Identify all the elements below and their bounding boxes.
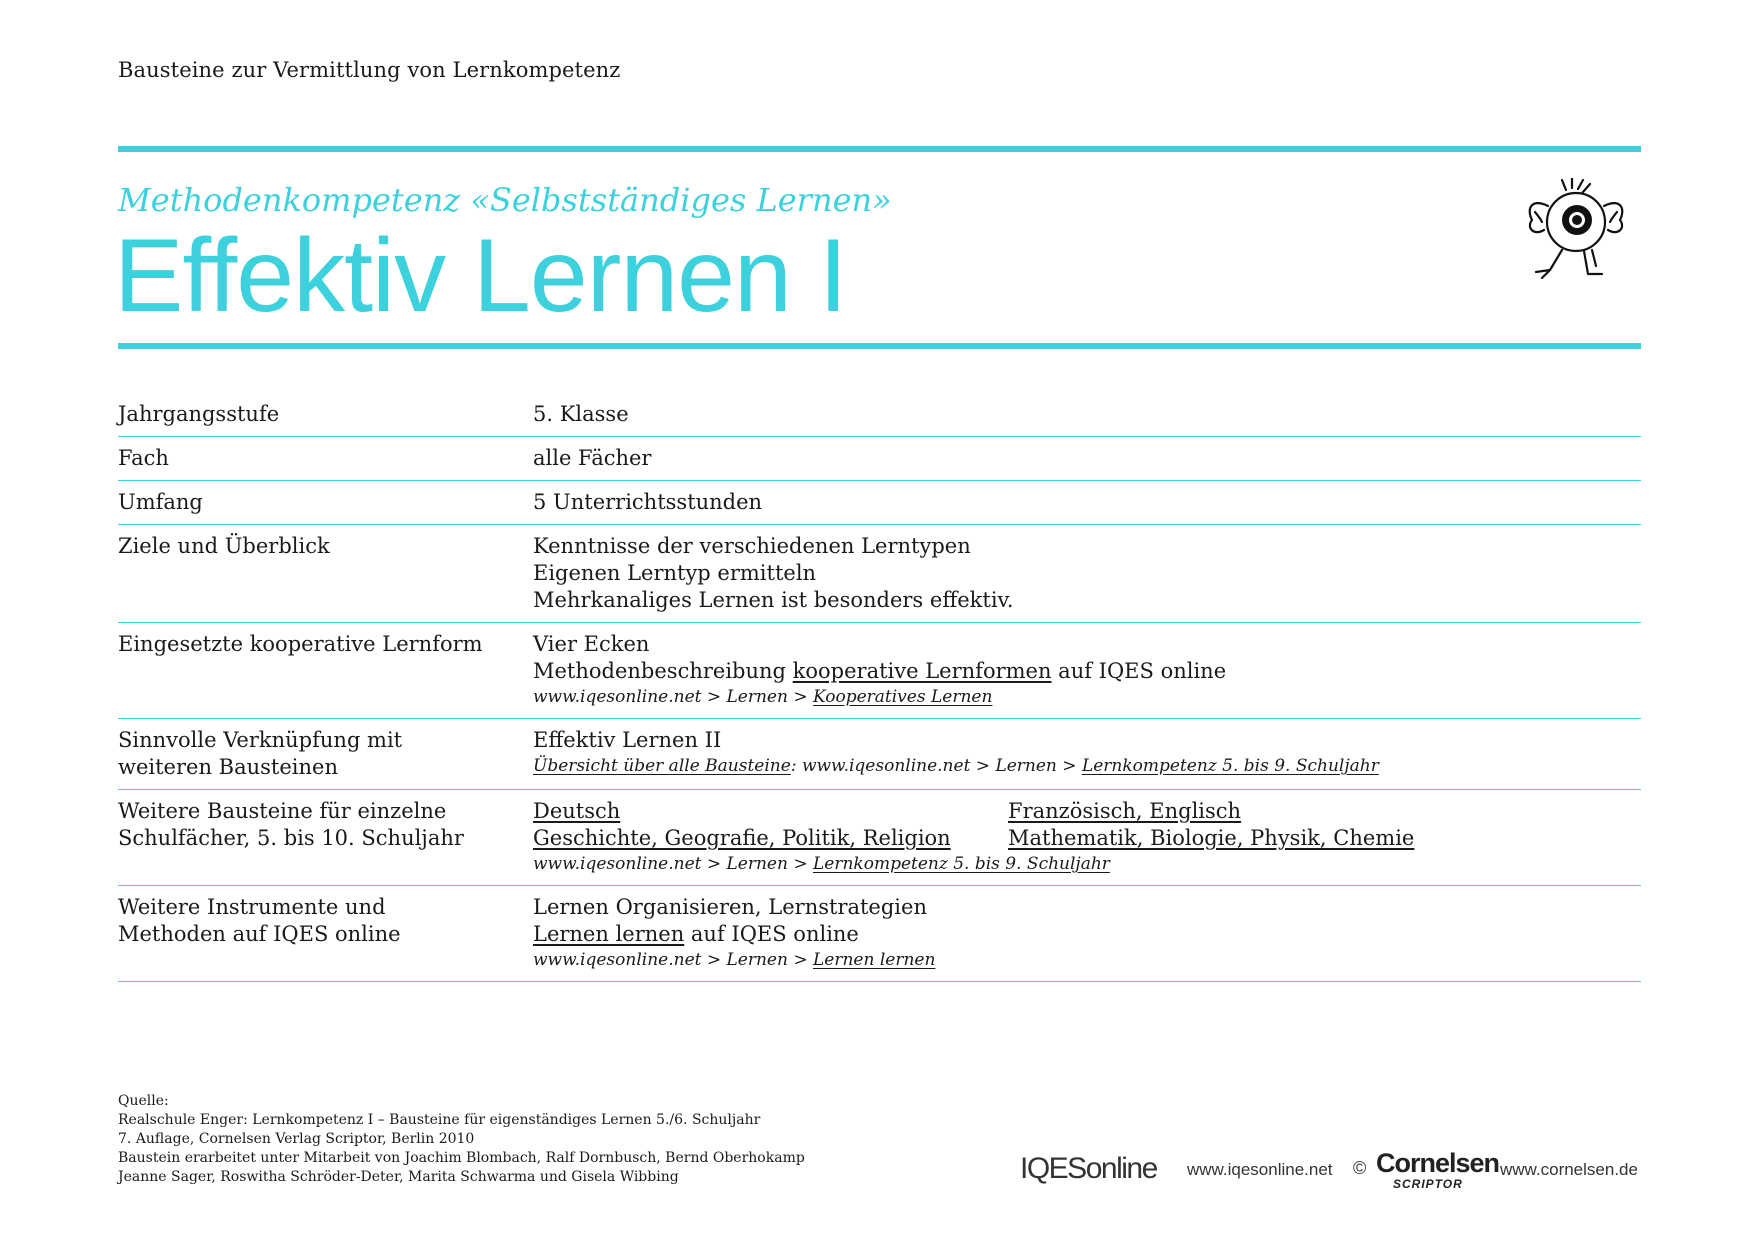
- table-row-tools: [118, 886, 1641, 982]
- subject-link-deutsch[interactable]: Deutsch: [533, 799, 621, 823]
- subjects-url: [533, 852, 1641, 877]
- logo-text: online: [1085, 1152, 1157, 1185]
- label-line: weiteren Bausteinen: [118, 755, 338, 779]
- text: auf IQES online: [684, 922, 859, 946]
- iqes-logo: [1020, 1152, 1157, 1186]
- label-line: Schulfächer, 5. bis 10. Schuljahr: [118, 826, 464, 850]
- table-row-scope: [118, 481, 1641, 525]
- tools-url-link[interactable]: Lernen lernen: [813, 950, 936, 970]
- iqes-url[interactable]: www.iqesonline.net: [1187, 1160, 1333, 1179]
- text: auf IQES online: [1051, 659, 1227, 683]
- row-value: 5 Unterrichtsstunden: [533, 490, 763, 514]
- source-line: Realschule Enger: Lernkompetenz I – Bausteine für eigenständiges Lernen 5./6. Schuljahr: [118, 1112, 761, 1128]
- copyright-symbol: ©: [1353, 1158, 1367, 1178]
- row-label: [118, 886, 533, 982]
- source-line: Quelle:: [118, 1093, 169, 1109]
- eyeball-mascot-icon: [1522, 178, 1630, 290]
- row-label: Jahrgangsstufe: [118, 402, 280, 426]
- label-line: Sinnvolle Verknüpfung mit: [118, 728, 403, 752]
- subject-link-sciences[interactable]: Mathematik, Biologie, Physik, Chemie: [1008, 826, 1415, 850]
- top-divider: [118, 146, 1641, 152]
- table-row-grade: [118, 393, 1641, 437]
- row-label: Umfang: [118, 490, 203, 514]
- page-title: Effektiv Lernen I: [114, 218, 847, 334]
- table-row-subjects: [118, 790, 1641, 886]
- coop-forms-link[interactable]: kooperative Lernformen: [792, 659, 1052, 683]
- cornelsen-logo: Cornelsen: [1376, 1148, 1500, 1178]
- url-path: : www.iqesonline.net > Lernen >: [790, 756, 1082, 776]
- row-label: Fach: [118, 446, 169, 470]
- title-divider: [118, 343, 1641, 349]
- coop-description: [533, 658, 1641, 685]
- goal-line: Kenntnisse der verschiedenen Lerntypen: [533, 534, 971, 558]
- linked-module: Effektiv Lernen II: [533, 728, 722, 752]
- logo-text: IQES: [1020, 1152, 1086, 1185]
- row-label: [118, 719, 533, 790]
- row-value: [533, 525, 1641, 623]
- subjects-url-link[interactable]: Lernkompetenz 5. bis 9. Schuljahr: [813, 854, 1110, 874]
- table-row-links: [118, 719, 1641, 790]
- row-value: [533, 886, 1641, 982]
- tools-link-line: [533, 921, 1641, 948]
- label-line: Weitere Instrumente und: [118, 895, 386, 919]
- tools-url: [533, 948, 1641, 973]
- source-line: 7. Auflage, Cornelsen Verlag Scriptor, Berlin 2010: [118, 1131, 475, 1147]
- overview-url: [533, 754, 1641, 779]
- source-line: Jeanne Sager, Roswitha Schröder-Deter, Marita Schwarma und Gisela Wibbing: [118, 1169, 679, 1185]
- url-path: www.iqesonline.net > Lernen >: [533, 854, 813, 874]
- table-row-subject: [118, 437, 1641, 481]
- coop-url: [533, 685, 1641, 710]
- overview-link[interactable]: Übersicht über alle Bausteine: [533, 756, 791, 776]
- row-value: [533, 790, 1641, 886]
- info-table: [118, 393, 1641, 982]
- subject-links: [533, 798, 1641, 852]
- source-line: Baustein erarbeitet unter Mitarbeit von Joachim Blombach, Ralf Dornbusch, Bernd Oberhokamp: [118, 1150, 805, 1166]
- table-row-goals: [118, 525, 1641, 623]
- row-value: [533, 719, 1641, 790]
- url-path: www.iqesonline.net > Lernen >: [533, 950, 813, 970]
- coop-method: Vier Ecken: [533, 632, 650, 656]
- tools-line: Lernen Organisieren, Lernstrategien: [533, 895, 927, 919]
- goal-line: Mehrkanaliges Lernen ist besonders effektiv.: [533, 588, 1014, 612]
- lernkompetenz-link[interactable]: Lernkompetenz 5. bis 9. Schuljahr: [1081, 756, 1379, 776]
- row-label: Ziele und Überblick: [118, 534, 330, 558]
- goal-line: Eigenen Lerntyp ermitteln: [533, 561, 817, 585]
- row-value: [533, 623, 1641, 719]
- subtitle: Methodenkompetenz «Selbstständiges Lernen»: [118, 181, 892, 219]
- source-citation: [118, 1092, 805, 1187]
- scriptor-logo: SCRIPTOR: [1393, 1177, 1463, 1191]
- row-label: Eingesetzte kooperative Lernform: [118, 632, 483, 656]
- table-row-coop: [118, 623, 1641, 719]
- url-path: www.iqesonline.net > Lernen >: [533, 687, 813, 707]
- subject-link-languages[interactable]: Französisch, Englisch: [1008, 799, 1242, 823]
- subject-link-humanities[interactable]: Geschichte, Geografie, Politik, Religion: [533, 826, 951, 850]
- label-line: Methoden auf IQES online: [118, 922, 401, 946]
- coop-url-link[interactable]: Kooperatives Lernen: [813, 687, 993, 707]
- row-label: [118, 790, 533, 886]
- label-line: Weitere Bausteine für einzelne: [118, 799, 447, 823]
- lernen-lernen-link[interactable]: Lernen lernen: [533, 922, 685, 946]
- series-header: Bausteine zur Vermittlung von Lernkompetenz: [118, 58, 621, 82]
- text: Methodenbeschreibung: [533, 659, 793, 683]
- row-value: 5. Klasse: [533, 402, 629, 426]
- row-value: alle Fächer: [533, 446, 652, 470]
- cornelsen-url[interactable]: www.cornelsen.de: [1500, 1160, 1638, 1179]
